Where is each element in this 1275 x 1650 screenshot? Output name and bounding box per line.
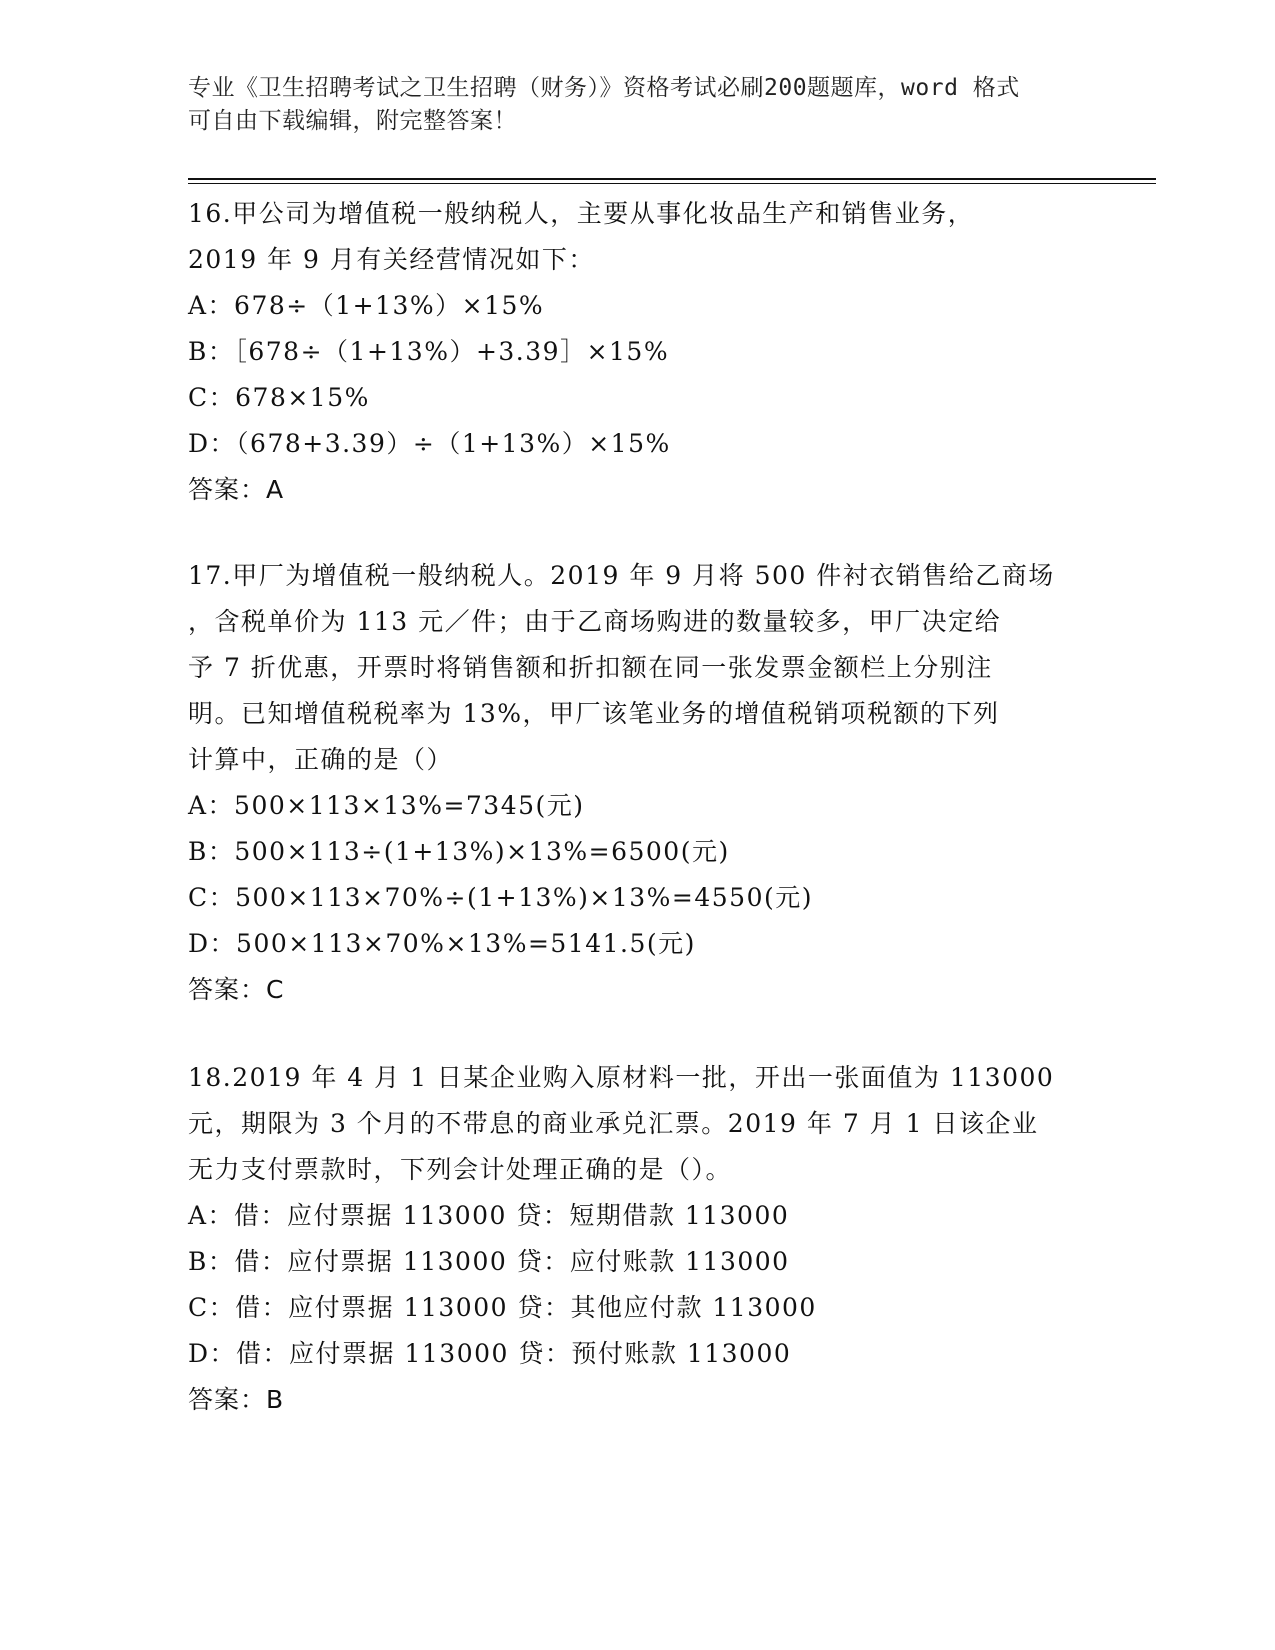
option-a: A：678÷（1+13%）×15% [188, 291, 545, 320]
question-stem-line: 元，期限为 3 个月的不带息的商业承兑汇票。2019 年 7 月 1 日该企业 [188, 1109, 1039, 1138]
question-stem-line: 无力支付票款时，下列会计处理正确的是（）。 [188, 1155, 733, 1184]
question-18 [188, 1055, 1078, 1423]
option-c: C：借：应付票据 113000 贷：其他应付款 113000 [188, 1293, 817, 1322]
option-b: B：［678÷（1+13%）+3.39］×15% [188, 337, 670, 366]
answer: 答案：A [188, 475, 285, 504]
question-stem-line: 18.2019 年 4 月 1 日某企业购入原材料一批，开出一张面值为 113000 [188, 1063, 1055, 1092]
question-17 [188, 553, 1078, 1013]
option-c: C：500×113×70%÷(1+13%)×13%=4550(元) [188, 883, 813, 912]
answer: 答案：C [188, 975, 285, 1004]
header-divider-thin [188, 183, 1156, 184]
question-stem-line: 2019 年 9 月有关经营情况如下： [188, 245, 595, 274]
option-d: D：借：应付票据 113000 贷：预付账款 113000 [188, 1339, 792, 1368]
question-stem-line: 明。已知增值税税率为 13%，甲厂该笔业务的增值税销项税额的下列 [188, 699, 1000, 728]
question-stem-line: 17.甲厂为增值税一般纳税人。2019 年 9 月将 500 件衬衣销售给乙商场 [188, 561, 1055, 590]
question-stem-line: ，含税单价为 113 元／件；由于乙商场购进的数量较多，甲厂决定给 [188, 607, 1002, 636]
option-d: D：500×113×70%×13%=5141.5(元) [188, 929, 696, 958]
header-line-2: 可自由下载编辑，附完整答案！ [188, 108, 517, 134]
header-line-1: 专业《卫生招聘考试之卫生招聘（财务）》资格考试必刷200题题库，word 格式 [188, 75, 1020, 101]
question-stem-line: 计算中，正确的是（） [188, 745, 454, 774]
option-a: A：借：应付票据 113000 贷：短期借款 113000 [188, 1201, 790, 1230]
option-d: D：（678+3.39）÷（1+13%）×15% [188, 429, 671, 458]
question-16 [188, 191, 1078, 513]
header-divider-thick [188, 178, 1156, 180]
document-header [188, 72, 1068, 138]
option-c: C：678×15% [188, 383, 370, 412]
option-a: A：500×113×13%=7345(元) [188, 791, 585, 820]
option-b: B：500×113÷(1+13%)×13%=6500(元) [188, 837, 730, 866]
option-b: B：借：应付票据 113000 贷：应付账款 113000 [188, 1247, 790, 1276]
answer: 答案：B [188, 1385, 285, 1414]
question-stem-line: 予 7 折优惠，开票时将销售额和折扣额在同一张发票金额栏上分别注 [188, 653, 993, 682]
question-stem-line: 16.甲公司为增值税一般纳税人，主要从事化妆品生产和销售业务， [188, 199, 975, 228]
